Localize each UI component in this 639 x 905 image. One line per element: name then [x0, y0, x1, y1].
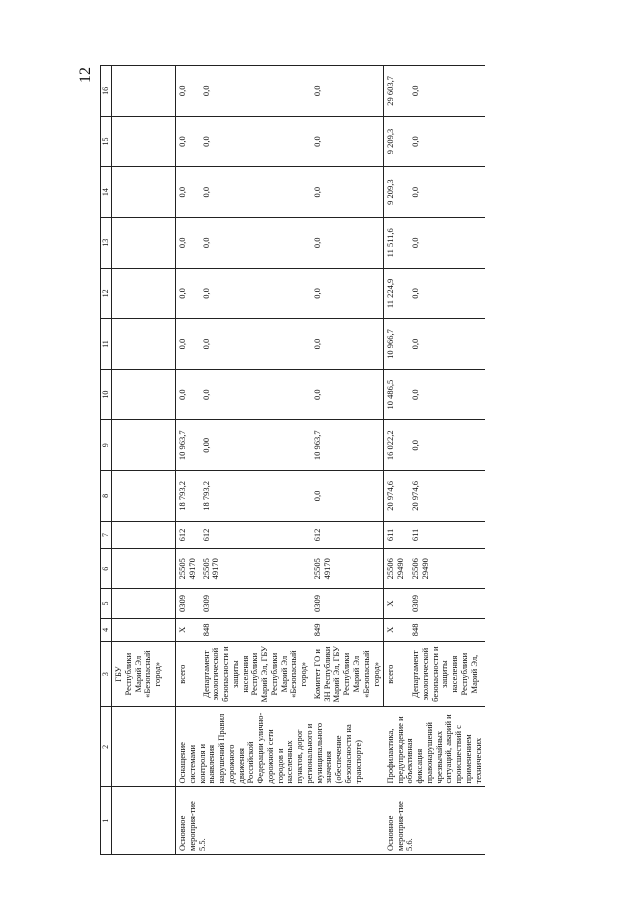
col-header: 16: [101, 66, 112, 117]
value-cell: 0,0: [176, 116, 200, 167]
value-cell: 0,0: [200, 116, 311, 167]
value-cell: 0,0: [200, 66, 311, 117]
value-cell: 0,0: [311, 268, 384, 319]
value-cell: 10 963,7: [176, 420, 200, 471]
activity-description: Оснащение системами контроля и выявления нарушений Правил дорожного движения Российской Федерации улично-дорожной сети городов и населенных пунктов, дорог регионального и муниципального значения (обеспечение безопасности на транспорте): [176, 707, 384, 787]
rotated-table-container: [100, 65, 630, 855]
value-cell: 18 793,2: [176, 471, 200, 522]
col-header: 7: [101, 521, 112, 548]
col-header: 15: [101, 116, 112, 167]
value-cell: 0,0: [409, 319, 485, 370]
col-header: 14: [101, 167, 112, 218]
csr-cell: 25506 29490: [384, 549, 409, 589]
value-cell: 0,0: [200, 319, 311, 370]
value-cell: 0,0: [200, 268, 311, 319]
grbs-cell: X: [384, 618, 409, 641]
value-cell: 0,0: [409, 217, 485, 268]
value-cell: 0,0: [409, 116, 485, 167]
value-cell: 0,0: [311, 116, 384, 167]
value-cell: 0,0: [176, 319, 200, 370]
col-header: 4: [101, 618, 112, 641]
csr-cell: 25505 49170: [200, 549, 311, 589]
executor-cell: всего: [384, 641, 409, 706]
rzpr-cell: 0309: [176, 589, 200, 619]
vr-cell: 612: [200, 521, 311, 548]
value-cell: 0,0: [311, 217, 384, 268]
value-cell: 16 022,2: [384, 420, 409, 471]
value-cell: 10 966,7: [384, 319, 409, 370]
grbs-cell: X: [176, 618, 200, 641]
value-cell: 18 793,2: [200, 471, 311, 522]
vr-cell: 611: [409, 521, 485, 548]
value-cell: 0,0: [200, 369, 311, 420]
col-header: 8: [101, 471, 112, 522]
value-cell: 0,0: [311, 167, 384, 218]
vr-cell: 612: [311, 521, 384, 548]
value-cell: 0,0: [409, 369, 485, 420]
executor-cell: всего: [176, 641, 200, 706]
value-cell: 0,0: [311, 319, 384, 370]
vr-cell: 612: [176, 521, 200, 548]
executor-cell: Департамент экологической безопасности и защиты населения Республики Марий Эл,: [409, 641, 485, 706]
col-header: 11: [101, 319, 112, 370]
header-row: [101, 66, 112, 855]
col-header: 12: [101, 268, 112, 319]
value-cell: 0,0: [200, 167, 311, 218]
grbs-cell: 848: [200, 618, 311, 641]
vr-cell: 611: [384, 521, 409, 548]
col-header: 2: [101, 707, 112, 787]
value-cell: 9 209,3: [384, 116, 409, 167]
activity-description: Профилактика, предупреждение и объективная фиксация правонарушений чрезвычайных ситуаций, аварий и происшествий с применением технических: [384, 707, 486, 787]
rzpr-cell: 0309: [200, 589, 311, 619]
value-cell: 0,0: [409, 66, 485, 117]
value-cell: 0,0: [200, 217, 311, 268]
csr-cell: 25506 29490: [409, 549, 485, 589]
col-header: 1: [101, 787, 112, 855]
grbs-cell: 849: [311, 618, 384, 641]
value-cell: 0,00: [200, 420, 311, 471]
value-cell: 20 974,6: [384, 471, 409, 522]
executor-cell: Комитет ГО и ЗН Республики Марий Эл, ГБУ Республики Марий Эл «Безопасный город»: [311, 641, 384, 706]
executor-cell: ГБУ Республики Марий Эл «Безопасный город»: [112, 641, 176, 706]
value-cell: 0,0: [311, 66, 384, 117]
value-cell: 0,0: [176, 167, 200, 218]
col-header: 13: [101, 217, 112, 268]
value-cell: 0,0: [311, 471, 384, 522]
rzpr-cell: 0309: [311, 589, 384, 619]
rzpr-cell: 0309: [409, 589, 485, 619]
table-row: [176, 66, 200, 855]
page-number: 12: [77, 67, 94, 83]
value-cell: 9 209,3: [384, 167, 409, 218]
rzpr-cell: X: [384, 589, 409, 619]
col-header: 6: [101, 549, 112, 589]
table-row: [384, 66, 409, 855]
col-header: 3: [101, 641, 112, 706]
value-cell: 10 486,5: [384, 369, 409, 420]
table-row: [112, 66, 176, 855]
value-cell: 0,0: [311, 369, 384, 420]
col-header: 5: [101, 589, 112, 619]
budget-table: [100, 65, 485, 855]
value-cell: 0,0: [176, 66, 200, 117]
executor-cell: Департамент экологической безопасности и защиты населения Республики Марий Эл, ГБУ Республики Марий Эл «Безопасный город»: [200, 641, 311, 706]
value-cell: 0,0: [409, 420, 485, 471]
csr-cell: 25505 49170: [176, 549, 200, 589]
value-cell: 10 963,7: [311, 420, 384, 471]
csr-cell: 25505 49170: [311, 549, 384, 589]
col-header: 9: [101, 420, 112, 471]
value-cell: 20 974,6: [409, 471, 485, 522]
value-cell: 11 511,6: [384, 217, 409, 268]
value-cell: 0,0: [409, 268, 485, 319]
col-header: 10: [101, 369, 112, 420]
value-cell: 0,0: [176, 268, 200, 319]
value-cell: 0,0: [176, 217, 200, 268]
value-cell: 11 224,9: [384, 268, 409, 319]
value-cell: 0,0: [409, 167, 485, 218]
activity-name: Основное мероприя-тие 5.6.: [384, 787, 486, 855]
grbs-cell: 848: [409, 618, 485, 641]
activity-name: Основное мероприя-тие 5.5.: [176, 787, 384, 855]
value-cell: 0,0: [176, 369, 200, 420]
value-cell: 29 603,7: [384, 66, 409, 117]
